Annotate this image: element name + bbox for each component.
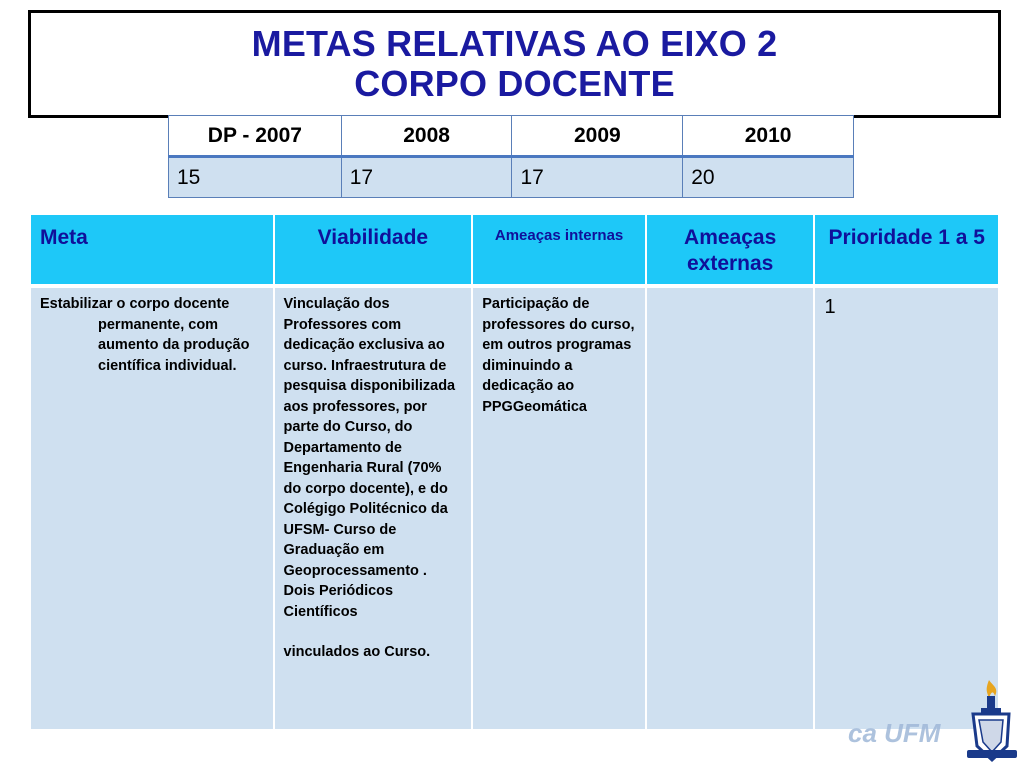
footer-logo-text: ca UFM (848, 718, 941, 748)
slide-title-box (28, 10, 1001, 118)
year-header: 2008 (341, 116, 512, 157)
cell-viabilidade (274, 286, 473, 730)
year-header: 2010 (683, 116, 854, 157)
year-value: 20 (683, 157, 854, 198)
header-meta: Meta (30, 214, 274, 286)
meta-text-first: Estabilizar o corpo docente (40, 296, 230, 312)
year-value: 17 (341, 157, 512, 198)
year-value: 17 (512, 157, 683, 198)
years-value-row (169, 157, 854, 198)
header-viabilidade: Viabilidade (274, 214, 473, 286)
meta-text-rest: permanente, com aumento da produção científica individual. (98, 316, 250, 374)
cell-ameacas-internas: Participação de professores do curso, em outros programas diminuindo a dedicação ao PPGGeomática (472, 286, 646, 730)
goals-row (30, 286, 999, 730)
cell-meta (30, 286, 274, 730)
header-ameacas-externas: Ameaças externas (646, 214, 815, 286)
year-header: DP - 2007 (169, 116, 342, 157)
year-header: 2009 (512, 116, 683, 157)
goals-table (29, 213, 1000, 731)
spacer (284, 622, 463, 642)
cell-prioridade: 1 (814, 286, 999, 730)
header-ameacas-internas: Ameaças internas (472, 214, 646, 286)
goals-header-row (30, 214, 999, 286)
ufsm-emblem-icon (963, 676, 1021, 768)
cell-ameacas-externas (646, 286, 815, 730)
slide-title-line2: CORPO DOCENTE (354, 63, 675, 104)
years-table (168, 115, 854, 198)
viabilidade-text: Vinculação dos Professores com dedicação exclusiva ao curso. Infraestrutura de pesquisa disponibilizada aos professores, por parte do Curso, do Departamento de Engenharia Rural (70% do corpo docente), e do Colégigo Politécnico da UFSM- Curso de Graduação em Geoprocessamento . Dois Periódicos Científicos (283, 296, 456, 620)
viabilidade-tail-text: vinculados ao Curso. (283, 644, 431, 660)
years-header-row (169, 116, 854, 157)
year-value: 15 (169, 157, 342, 198)
slide-title-line1: METAS RELATIVAS AO EIXO 2 (251, 23, 778, 64)
header-prioridade: Prioridade 1 a 5 (814, 214, 999, 286)
